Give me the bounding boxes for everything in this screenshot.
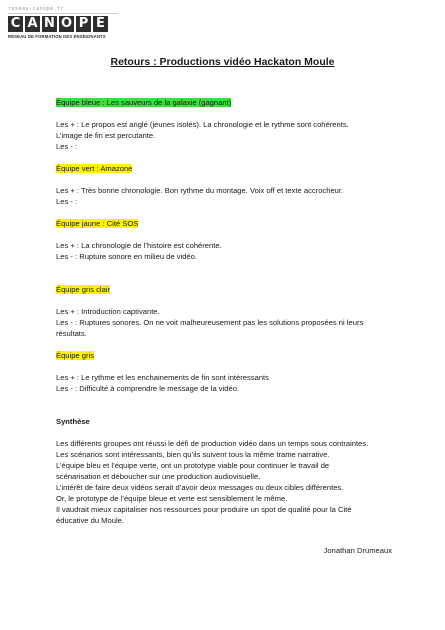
team-comment: Les - : (56, 142, 78, 151)
team-comment: Les + : Introduction captivante. (56, 307, 160, 316)
team-heading (56, 218, 406, 229)
team-name-highlight: Équipe gris (56, 351, 94, 360)
team-heading (56, 350, 406, 361)
synthese-line: L’équipe bleu et l’équipe verte, ont un prototype viable pour continuer le travail de (56, 461, 330, 470)
team-heading (56, 163, 406, 174)
logo-letter: N (42, 16, 57, 32)
synthese-line: scénarisation et déboucher sur une production audiovisuelle. (56, 472, 261, 481)
team-comment: L’image de fin est percutante. (56, 131, 156, 140)
signature: Jonathan Drumeaux (323, 546, 392, 555)
synthese-line: Or, le prototype de l’équipe bleue et verte est sensiblement le même. (56, 494, 288, 503)
team-comment: Les + : La chronologie de l’histoire est cohérente. (56, 241, 222, 250)
document-body (56, 97, 406, 526)
synthese-line: L’intérêt de faire deux vidéos serait d’avoir deux messages ou deux cibles différentes. (56, 483, 344, 492)
synthese-heading: Synthèse (56, 417, 90, 426)
team-comment: Les - : Difficulté à comprendre le message de la vidéo. (56, 384, 240, 393)
logo-wordmark (8, 16, 118, 32)
logo-letter: C (8, 16, 23, 32)
team-comment: Les + : Le rythme et les enchainements de fin sont intéressants (56, 373, 269, 382)
team-comment: Les - : Rupture sonore en milieu de vidéo. (56, 252, 197, 261)
team-comment: Les - : (56, 197, 78, 206)
logo-letter: P (76, 16, 91, 32)
team-comment: Les + : Très bonne chronologie. Bon rythme du montage. Voix off et texte accrocheur. (56, 186, 344, 195)
synthese-line: Il vaudrait mieux capitaliser nos ressources pour produire un spot de qualité pour la Cité (56, 505, 352, 514)
logo-letter: A (25, 16, 40, 32)
team-name-highlight: Équipe gris clair (56, 285, 111, 294)
team-comment: résultats. (56, 329, 87, 338)
team-comment: Les + : Le propos est anglé (jeunes isolés). La chronologie et le rythme sont cohérents. (56, 120, 349, 129)
team-name-highlight: Équipe bleue : Les sauveurs de la galaxie (gagnant) (56, 98, 232, 107)
document-title: Retours : Productions vidéo Hackaton Moule (110, 56, 335, 68)
team-heading (56, 284, 406, 295)
logo-letter: É (93, 16, 108, 32)
logo-letter: O (60, 16, 73, 31)
synthese-line: éducative du Moule. (56, 516, 124, 525)
team-name-highlight: Équipe jaune : Cité SOS (56, 219, 139, 228)
logo-top-text: reseau-canope.fr (8, 6, 118, 14)
team-heading (56, 97, 406, 108)
synthese-line: Les différents groupes ont réussi le défi de production vidéo dans un temps sous contraintes. (56, 439, 369, 448)
canope-logo (8, 6, 118, 39)
logo-subtitle: RÉSEAU DE FORMATION DES ENSEIGNANTS (8, 34, 106, 39)
team-comment: Les - : Ruptures sonores. On ne voit malheureusement pas les solutions proposées ni leurs (56, 318, 364, 327)
synthese-line: Les scénarios sont intéressants, bien qu’ils suivent tous la même trame narrative. (56, 450, 330, 459)
team-name-highlight: Équipe vert : Amazone (56, 164, 133, 173)
